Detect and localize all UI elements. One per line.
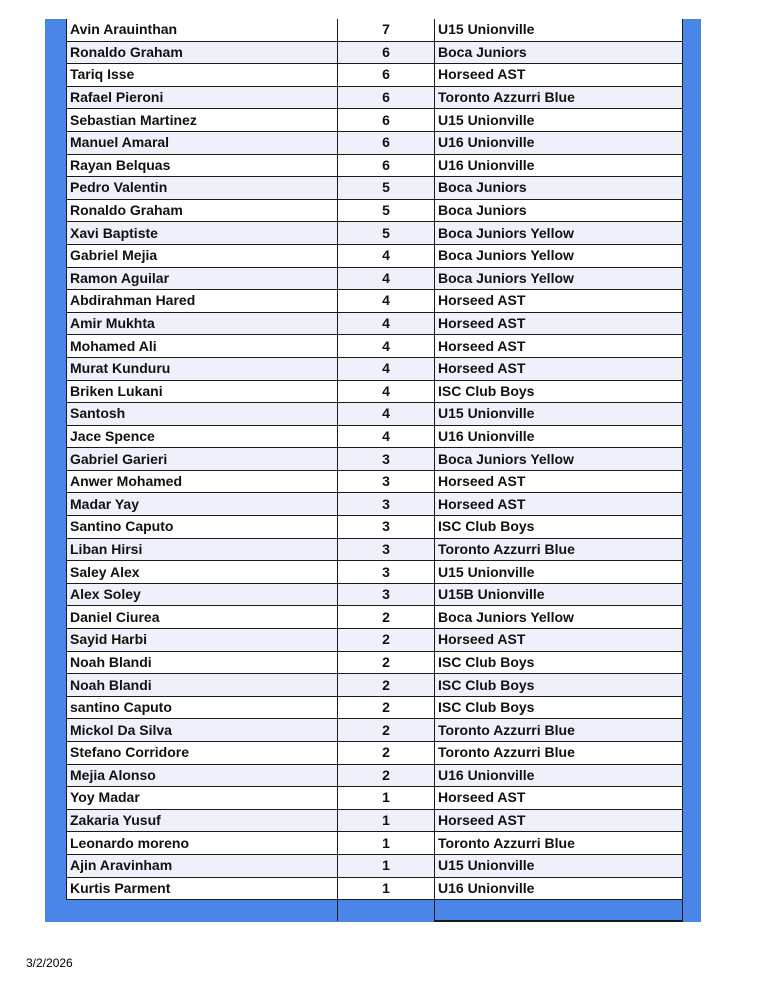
- team-cell: U15B Unionville: [435, 583, 683, 606]
- goals-cell: 4: [338, 403, 435, 426]
- team-cell: ISC Club Boys: [435, 380, 683, 403]
- player-name-cell: Abdirahman Hared: [67, 290, 338, 313]
- scorers-sheet: [45, 19, 701, 922]
- goals-cell: 1: [338, 832, 435, 855]
- team-cell: U15 Unionville: [435, 561, 683, 584]
- team-cell: Horseed AST: [435, 470, 683, 493]
- team-cell: U15 Unionville: [435, 109, 683, 132]
- team-cell: Horseed AST: [435, 809, 683, 832]
- table-row: [67, 154, 683, 177]
- table-row: [67, 787, 683, 810]
- goals-cell: 4: [338, 380, 435, 403]
- goals-cell: 2: [338, 742, 435, 765]
- table-row: [67, 267, 683, 290]
- table-row: [67, 674, 683, 697]
- goals-cell: 4: [338, 290, 435, 313]
- goals-cell: 2: [338, 764, 435, 787]
- goals-cell: 5: [338, 177, 435, 200]
- team-cell: Horseed AST: [435, 64, 683, 87]
- team-cell: Boca Juniors: [435, 199, 683, 222]
- table-row: [67, 64, 683, 87]
- team-cell: Horseed AST: [435, 312, 683, 335]
- team-cell: U16 Unionville: [435, 764, 683, 787]
- table-row: [67, 493, 683, 516]
- team-cell: Toronto Azzurri Blue: [435, 742, 683, 765]
- table-row: [67, 448, 683, 471]
- team-cell: Horseed AST: [435, 357, 683, 380]
- empty-row: [67, 900, 683, 922]
- goals-cell: 6: [338, 109, 435, 132]
- player-name-cell: Liban Hirsi: [67, 538, 338, 561]
- team-cell: Boca Juniors Yellow: [435, 222, 683, 245]
- player-name-cell: Mejia Alonso: [67, 764, 338, 787]
- player-name-cell: Santino Caputo: [67, 516, 338, 539]
- player-name-cell: Saley Alex: [67, 561, 338, 584]
- table-row: [67, 199, 683, 222]
- table-row: [67, 177, 683, 200]
- team-cell: Toronto Azzurri Blue: [435, 719, 683, 742]
- table-row: [67, 629, 683, 652]
- player-name-cell: Alex Soley: [67, 583, 338, 606]
- player-name-cell: Avin Arauinthan: [67, 19, 338, 41]
- player-name-cell: Ronaldo Graham: [67, 41, 338, 64]
- player-name-cell: Noah Blandi: [67, 674, 338, 697]
- table-row: [67, 131, 683, 154]
- table-row: [67, 222, 683, 245]
- player-name-cell: Rayan Belquas: [67, 154, 338, 177]
- player-name-cell: Rafael Pieroni: [67, 86, 338, 109]
- team-cell: ISC Club Boys: [435, 651, 683, 674]
- team-cell: U15 Unionville: [435, 403, 683, 426]
- table-row: [67, 696, 683, 719]
- table-row: [67, 832, 683, 855]
- team-cell: U16 Unionville: [435, 877, 683, 900]
- goals-cell: 4: [338, 267, 435, 290]
- scorers-table: [66, 19, 683, 922]
- table-row: [67, 719, 683, 742]
- goals-cell: 1: [338, 877, 435, 900]
- goals-cell: 4: [338, 244, 435, 267]
- player-name-cell: Ajin Aravinham: [67, 854, 338, 877]
- team-cell: Toronto Azzurri Blue: [435, 538, 683, 561]
- table-row: [67, 583, 683, 606]
- team-cell: U16 Unionville: [435, 154, 683, 177]
- goals-cell: 2: [338, 674, 435, 697]
- player-name-cell: Zakaria Yusuf: [67, 809, 338, 832]
- player-name-cell: Anwer Mohamed: [67, 470, 338, 493]
- team-cell: Boca Juniors Yellow: [435, 267, 683, 290]
- player-name-cell: Noah Blandi: [67, 651, 338, 674]
- team-cell: Horseed AST: [435, 787, 683, 810]
- player-name-cell: Mohamed Ali: [67, 335, 338, 358]
- team-cell: Boca Juniors Yellow: [435, 244, 683, 267]
- goals-cell: 2: [338, 606, 435, 629]
- team-cell: ISC Club Boys: [435, 516, 683, 539]
- player-name-cell: Tariq Isse: [67, 64, 338, 87]
- table-row: [67, 403, 683, 426]
- player-name-cell: Pedro Valentin: [67, 177, 338, 200]
- table-row: [67, 854, 683, 877]
- player-name-cell: Gabriel Garieri: [67, 448, 338, 471]
- table-row: [67, 516, 683, 539]
- goals-cell: 3: [338, 448, 435, 471]
- table-row: [67, 470, 683, 493]
- player-name-cell: Manuel Amaral: [67, 131, 338, 154]
- table-row: [67, 380, 683, 403]
- team-cell: Toronto Azzurri Blue: [435, 832, 683, 855]
- goals-cell: 5: [338, 199, 435, 222]
- player-name-cell: Ramon Aguilar: [67, 267, 338, 290]
- goals-cell: 1: [338, 854, 435, 877]
- player-name-cell: Yoy Madar: [67, 787, 338, 810]
- player-name-cell: Briken Lukani: [67, 380, 338, 403]
- team-cell: Horseed AST: [435, 335, 683, 358]
- table-row: [67, 538, 683, 561]
- player-name-cell: Amir Mukhta: [67, 312, 338, 335]
- team-cell: U16 Unionville: [435, 425, 683, 448]
- goals-cell: 4: [338, 312, 435, 335]
- team-cell: Horseed AST: [435, 290, 683, 313]
- team-cell: U15 Unionville: [435, 19, 683, 41]
- goals-cell: 6: [338, 131, 435, 154]
- table-row: [67, 809, 683, 832]
- table-row: [67, 606, 683, 629]
- player-name-cell: Madar Yay: [67, 493, 338, 516]
- player-name-cell: Ronaldo Graham: [67, 199, 338, 222]
- table-row: [67, 764, 683, 787]
- team-cell: Horseed AST: [435, 629, 683, 652]
- player-name-cell: Leonardo moreno: [67, 832, 338, 855]
- player-name-cell: Sayid Harbi: [67, 629, 338, 652]
- goals-cell: 1: [338, 787, 435, 810]
- goals-cell: 3: [338, 583, 435, 606]
- team-cell: Boca Juniors Yellow: [435, 606, 683, 629]
- player-name-cell: Santosh: [67, 403, 338, 426]
- goals-cell: 6: [338, 64, 435, 87]
- goals-cell: 4: [338, 425, 435, 448]
- goals-cell: 5: [338, 222, 435, 245]
- team-cell: Horseed AST: [435, 493, 683, 516]
- goals-cell: 3: [338, 516, 435, 539]
- table-row: [67, 335, 683, 358]
- table-row: [67, 742, 683, 765]
- player-name-cell: Gabriel Mejia: [67, 244, 338, 267]
- goals-cell: 2: [338, 651, 435, 674]
- goals-cell: 3: [338, 493, 435, 516]
- goals-cell: 3: [338, 538, 435, 561]
- player-name-cell: Xavi Baptiste: [67, 222, 338, 245]
- table-row: [67, 877, 683, 900]
- table-row: [67, 41, 683, 64]
- table-row: [67, 244, 683, 267]
- team-cell: Boca Juniors: [435, 41, 683, 64]
- print-date: 3/2/2026: [26, 956, 73, 970]
- goals-cell: 3: [338, 561, 435, 584]
- player-name-cell: Jace Spence: [67, 425, 338, 448]
- goals-cell: 6: [338, 154, 435, 177]
- goals-cell: 6: [338, 86, 435, 109]
- team-cell: U15 Unionville: [435, 854, 683, 877]
- team-cell: Boca Juniors Yellow: [435, 448, 683, 471]
- team-cell: ISC Club Boys: [435, 696, 683, 719]
- table-row: [67, 312, 683, 335]
- goals-cell: 2: [338, 629, 435, 652]
- empty-cell: [338, 900, 435, 922]
- goals-cell: 2: [338, 696, 435, 719]
- goals-cell: 7: [338, 19, 435, 41]
- empty-cell: [435, 900, 683, 922]
- table-row: [67, 109, 683, 132]
- goals-cell: 1: [338, 809, 435, 832]
- table-row: [67, 19, 683, 41]
- table-body: [67, 19, 683, 921]
- table-row: [67, 425, 683, 448]
- goals-cell: 4: [338, 335, 435, 358]
- player-name-cell: Stefano Corridore: [67, 742, 338, 765]
- player-name-cell: Kurtis Parment: [67, 877, 338, 900]
- goals-cell: 4: [338, 357, 435, 380]
- player-name-cell: santino Caputo: [67, 696, 338, 719]
- goals-cell: 6: [338, 41, 435, 64]
- empty-cell: [67, 900, 338, 922]
- goals-cell: 2: [338, 719, 435, 742]
- table-row: [67, 357, 683, 380]
- player-name-cell: Sebastian Martinez: [67, 109, 338, 132]
- table-row: [67, 651, 683, 674]
- player-name-cell: Murat Kunduru: [67, 357, 338, 380]
- table-row: [67, 561, 683, 584]
- team-cell: U16 Unionville: [435, 131, 683, 154]
- table-row: [67, 290, 683, 313]
- goals-cell: 3: [338, 470, 435, 493]
- team-cell: Boca Juniors: [435, 177, 683, 200]
- player-name-cell: Daniel Ciurea: [67, 606, 338, 629]
- team-cell: Toronto Azzurri Blue: [435, 86, 683, 109]
- player-name-cell: Mickol Da Silva: [67, 719, 338, 742]
- team-cell: ISC Club Boys: [435, 674, 683, 697]
- table-row: [67, 86, 683, 109]
